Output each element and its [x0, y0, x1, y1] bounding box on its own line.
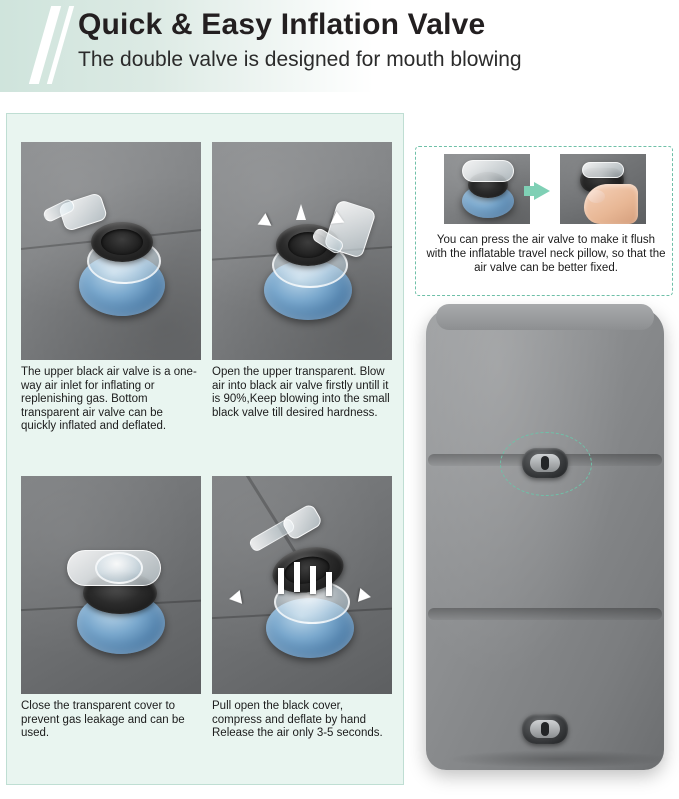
- transparent-cap-flush: [582, 162, 624, 178]
- top-valve-highlight-ring: [500, 432, 592, 496]
- bottom-air-valve-slot: [541, 722, 549, 736]
- deflate-stream-1: [278, 568, 284, 594]
- valve-pressed-by-finger-closeup: [560, 154, 646, 224]
- deflate-stream-4: [326, 572, 332, 596]
- step-card-3: [21, 476, 201, 741]
- pillow-drop-shadow: [446, 750, 672, 768]
- fingernail: [588, 190, 605, 203]
- header: [0, 0, 679, 98]
- upper-black-valve: [91, 222, 153, 262]
- deflate-arrow-right: [358, 588, 372, 604]
- black-valve-opening: [282, 553, 332, 588]
- step-card-3-caption: Close the transparent cover to prevent gas leakage and can be used.: [21, 700, 185, 740]
- deflate-stream-2: [294, 562, 300, 592]
- valve-raised-closeup: [444, 154, 530, 224]
- bottom-air-valve: [522, 714, 568, 744]
- step-card-2: [212, 142, 392, 420]
- pillow-seam-2: [428, 608, 662, 620]
- product-photo: [413, 300, 675, 780]
- valve-blowing-arrows-photo: [212, 142, 392, 360]
- valve-deflate-arrows-photo: [212, 476, 392, 694]
- transition-arrow-icon: [534, 182, 550, 200]
- page-title: Quick & Easy Inflation Valve: [78, 8, 486, 41]
- step-card-1: [21, 142, 201, 434]
- page-subtitle: The double valve is designed for mouth blowing: [78, 48, 522, 71]
- step-card-2-caption: Open the upper transparent. Blow air into black air valve firstly untill it is 90%,Keep blowing into the small black valve till desired hardness.: [212, 366, 390, 419]
- callout-caption: You can press the air valve to make it flush with the inflatable travel neck pillow, so that the air valve can be better fixed.: [426, 234, 666, 274]
- black-valve-opening: [101, 229, 143, 255]
- press-valve-callout: [415, 146, 673, 296]
- deflate-arrow-left: [228, 590, 242, 606]
- step-card-4-caption: Pull open the black cover, compress and deflate by hand Release the air only 3-5 seconds.: [212, 700, 383, 740]
- valve-closed-cover-photo: [21, 476, 201, 694]
- pillow-top-panel: [436, 304, 654, 330]
- deflate-stream-3: [310, 566, 316, 594]
- instruction-steps-panel: [6, 113, 404, 785]
- inflatable-travel-footrest-pillow-photo: [426, 308, 664, 770]
- step-card-1-caption: The upper black air valve is a one-way air inlet for inflating or replenishing gas. Bottom transparent air valve can be quickly inflated and deflated.: [21, 366, 197, 433]
- step-card-4: [212, 476, 392, 741]
- transparent-cap-raised: [462, 160, 514, 182]
- callout-image-row: [424, 154, 666, 224]
- transparent-cap-center-dome: [95, 552, 143, 584]
- valve-open-transparent-cap-photo: [21, 142, 201, 360]
